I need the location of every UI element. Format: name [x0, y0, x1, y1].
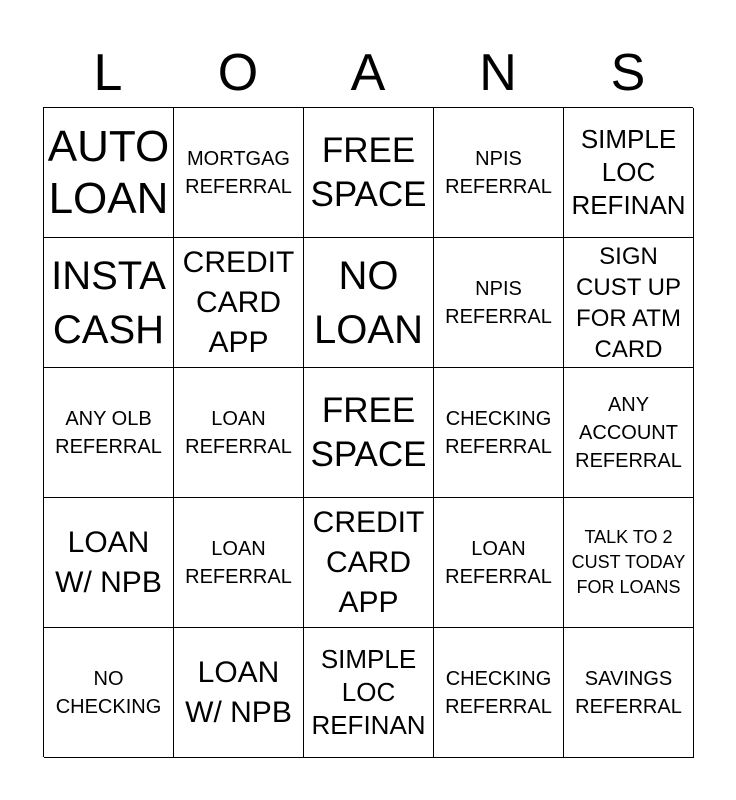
cell-text: INSTA CASH	[51, 253, 166, 352]
cell-text: CHECKING REFERRAL	[445, 667, 552, 718]
bingo-cell[interactable]	[44, 108, 174, 238]
cell-text: CHECKING REFERRAL	[445, 407, 552, 458]
header-letter-s: S	[610, 44, 646, 102]
cell-text: MORTGAG REFERRAL	[185, 147, 292, 198]
bingo-cell free-space[interactable]	[304, 108, 434, 238]
bingo-cell[interactable]	[44, 238, 174, 368]
bingo-cell[interactable]	[304, 238, 434, 368]
bingo-cell[interactable]	[564, 238, 694, 368]
cell-text: FREE SPACE	[310, 130, 427, 214]
cell-text: AUTO LOAN	[47, 121, 170, 223]
bingo-cell[interactable]	[174, 238, 304, 368]
bingo-cell[interactable]	[304, 498, 434, 628]
bingo-cell[interactable]	[174, 108, 304, 238]
bingo-cell[interactable]	[434, 628, 564, 758]
bingo-cell free-space[interactable]	[304, 368, 434, 498]
cell-text: NPIS REFERRAL	[445, 277, 552, 328]
cell-text: LOAN REFERRAL	[185, 537, 292, 588]
cell-text: LOAN W/ NPB	[185, 655, 292, 729]
bingo-header	[43, 38, 693, 108]
bingo-board	[43, 107, 693, 757]
bingo-cell[interactable]	[434, 498, 564, 628]
cell-text: NPIS REFERRAL	[445, 147, 552, 198]
cell-text: ANY ACCOUNT REFERRAL	[575, 393, 682, 472]
cell-text: LOAN REFERRAL	[445, 537, 552, 588]
bingo-cell[interactable]	[174, 628, 304, 758]
bingo-cell[interactable]	[44, 368, 174, 498]
bingo-cell[interactable]	[564, 108, 694, 238]
cell-text: LOAN REFERRAL	[185, 407, 292, 458]
cell-text: TALK TO 2 CUST TODAY FOR LOANS	[571, 527, 686, 597]
header-letter-n: N	[479, 44, 517, 102]
cell-text: SAVINGS REFERRAL	[575, 667, 682, 718]
bingo-cell[interactable]	[44, 628, 174, 758]
cell-text: SIMPLE LOC REFINAN	[311, 644, 426, 740]
bingo-cell[interactable]	[564, 628, 694, 758]
bingo-cell[interactable]	[44, 498, 174, 628]
bingo-cell[interactable]	[174, 368, 304, 498]
bingo-cell[interactable]	[434, 238, 564, 368]
bingo-cell[interactable]	[304, 628, 434, 758]
bingo-cell[interactable]	[434, 368, 564, 498]
header-letter-o: O	[217, 44, 259, 102]
cell-text: FREE SPACE	[310, 390, 427, 474]
cell-text: CREDIT CARD APP	[182, 245, 295, 359]
cell-text: ANY OLB REFERRAL	[55, 407, 162, 458]
cell-text: LOAN W/ NPB	[55, 525, 162, 599]
cell-text: SIMPLE LOC REFINAN	[571, 124, 686, 220]
cell-text: SIGN CUST UP FOR ATM CARD	[576, 242, 681, 363]
cell-text: NO CHECKING	[55, 667, 162, 718]
cell-text: NO LOAN	[314, 253, 423, 352]
header-letter-l: L	[93, 44, 123, 102]
cell-text: CREDIT CARD APP	[312, 505, 425, 619]
bingo-cell[interactable]	[564, 368, 694, 498]
bingo-cell[interactable]	[174, 498, 304, 628]
header-letter-a: A	[350, 44, 386, 102]
bingo-cell[interactable]	[434, 108, 564, 238]
bingo-cell[interactable]	[564, 498, 694, 628]
